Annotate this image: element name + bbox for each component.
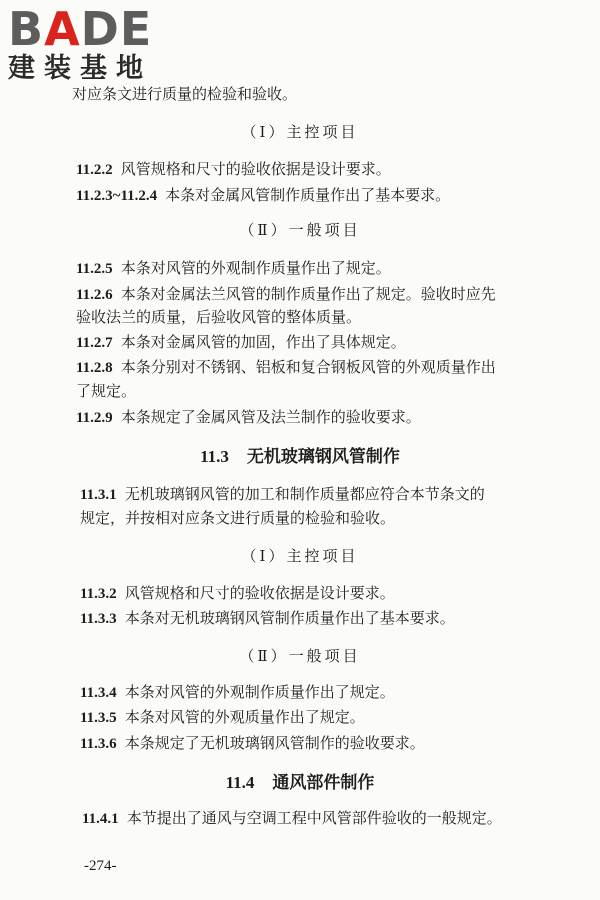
clause-text: 本节提出了通风与空调工程中风管部件验收的一般规定。 — [126, 809, 502, 827]
logo-letter-a: A — [44, 2, 81, 56]
clause-11-4-1 — [82, 809, 502, 828]
clause-text: 本条规定了金属风管及法兰制作的验收要求。 — [120, 408, 421, 426]
clause-11-2-6 — [76, 285, 496, 304]
clause-number: 11.2.6 — [76, 287, 113, 303]
clause-number: 11.3.6 — [80, 736, 117, 752]
clause-11-2-2 — [76, 160, 391, 179]
clause-number: 11.3.4 — [80, 685, 117, 701]
subsection-heading: （Ⅰ）主控项目 — [241, 123, 359, 141]
clause-11-3-5 — [80, 708, 365, 727]
clause-11-2-8-cont: 了规定。 — [76, 382, 137, 400]
bade-logo — [8, 4, 152, 84]
clause-11-3-4 — [80, 683, 395, 702]
clause-number: 11.3.3 — [80, 611, 117, 627]
subsection-heading: （Ⅱ）一般项目 — [239, 647, 361, 665]
section-number: 11.3 — [200, 447, 229, 466]
clause-text: 风管规格和尺寸的验收依据是设计要求。 — [120, 160, 391, 178]
subsection-heading: （Ⅰ）主控项目 — [241, 547, 359, 565]
clause-text: 本条对金属法兰风管的制作质量作出了规定。验收时应先 — [120, 285, 496, 303]
clause-number: 11.3.5 — [80, 710, 117, 726]
clause-text: 本条对风管的外观制作质量作出了规定。 — [124, 683, 395, 701]
clause-11-3-3 — [80, 609, 455, 628]
clause-text: 本条对金属风管的加固，作出了具体规定。 — [120, 333, 406, 351]
clause-11-2-7 — [76, 333, 406, 352]
intro-text: 对应条文进行质量的检验和验收。 — [72, 85, 298, 103]
clause-number: 11.2.3~11.2.4 — [76, 188, 158, 204]
clause-number: 11.3.1 — [80, 487, 117, 503]
clause-number: 11.2.9 — [76, 410, 113, 426]
clause-number: 11.2.8 — [76, 360, 113, 376]
clause-11-3-6 — [80, 734, 425, 753]
clause-11-2-5 — [76, 259, 391, 278]
section-title: 无机玻璃钢风管制作 — [246, 447, 400, 467]
section-heading-11-3 — [0, 442, 600, 467]
clause-text: 本条分别对不锈钢、铝板和复合钢板风管的外观质量作出 — [120, 358, 496, 376]
clause-text: 本条对风管的外观制作质量作出了规定。 — [120, 259, 391, 277]
clause-text: 本条对风管的外观质量作出了规定。 — [124, 708, 365, 726]
page-number: -274- — [84, 858, 117, 874]
clause-number: 11.2.5 — [76, 261, 113, 277]
clause-text: 本条对金属风管制作质量作出了基本要求。 — [165, 186, 451, 204]
clause-11-2-8 — [76, 358, 496, 377]
clause-11-3-1 — [80, 485, 485, 504]
clause-11-3-1-cont: 规定，并按相对应条文进行质量的检验和验收。 — [80, 509, 396, 527]
clause-number: 11.2.7 — [76, 335, 113, 351]
section-number: 11.4 — [225, 773, 255, 792]
clause-number: 11.4.1 — [82, 811, 119, 827]
clause-number: 11.2.2 — [76, 162, 113, 178]
logo-letter-b: B — [8, 2, 45, 56]
clause-text: 无机玻璃钢风管的加工和制作质量都应符合本节条文的 — [124, 485, 485, 503]
clause-text: 风管规格和尺寸的验收依据是设计要求。 — [124, 584, 395, 602]
clause-11-2-6-cont: 验收法兰的质量，后验收风管的整体质量。 — [76, 308, 362, 326]
subsection-heading: （Ⅱ）一般项目 — [239, 221, 361, 239]
logo-letters-de: DE — [80, 2, 153, 56]
clause-number: 11.3.2 — [80, 586, 117, 602]
clause-11-2-9 — [76, 408, 421, 427]
clause-11-3-2 — [80, 584, 395, 603]
section-title: 通风部件制作 — [272, 773, 375, 793]
clause-11-2-3 — [76, 186, 450, 205]
section-heading-11-4 — [0, 768, 600, 793]
clause-text: 本条对无机玻璃钢风管制作质量作出了基本要求。 — [124, 609, 455, 627]
logo-subtitle: 建装基地 — [8, 53, 152, 84]
clause-text: 本条规定了无机玻璃钢风管制作的验收要求。 — [124, 734, 425, 752]
